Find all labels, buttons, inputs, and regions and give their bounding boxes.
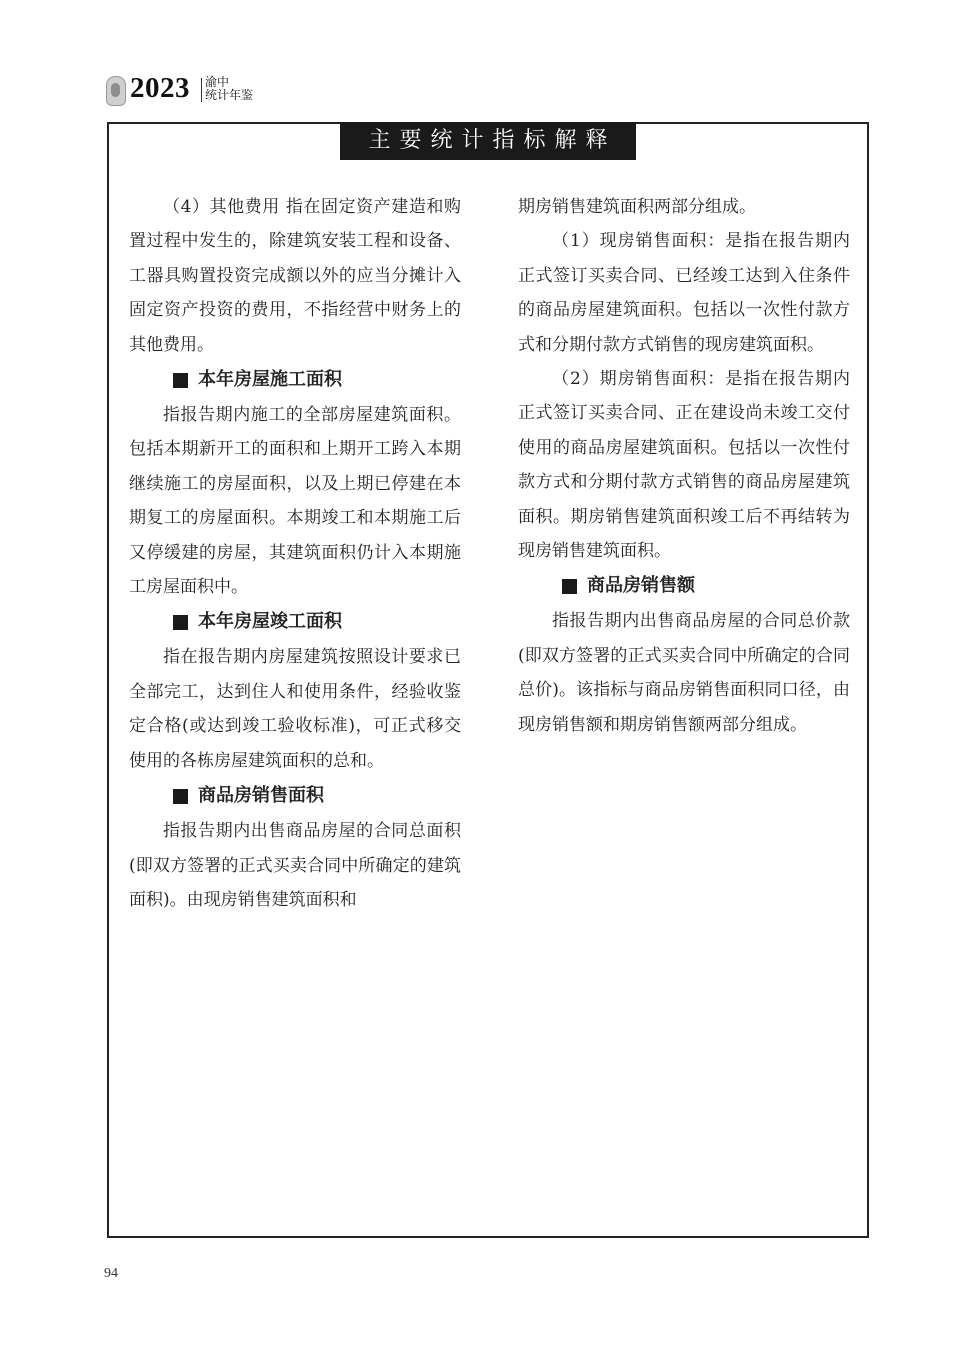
heading-sales-amount	[518, 568, 850, 604]
bullet-square-icon	[562, 579, 577, 594]
bullet-square-icon	[173, 615, 188, 630]
paragraph-other-costs: （4）其他费用 指在固定资产建造和购置过程中发生的，除建筑安装工程和设备、工器具购置投资完成额以外的应当分摊计入固定资产投资的费用，不指经营中财务上的其他费用。	[129, 197, 461, 355]
paragraph-sales-amount: 指报告期内出售商品房屋的合同总价款(即双方签署的正式买卖合同中所确定的合同总价)。该指标与商品房销售面积同口径，由现房销售额和期房销售额两部分组成。	[518, 611, 850, 735]
heading-sales-area	[129, 778, 461, 814]
heading-text: 本年房屋竣工面积	[198, 611, 342, 633]
paragraph-presale-area: （2）期房销售面积：是指在报告期内正式签订买卖合同、正在建设尚未竣工交付使用的商品房屋建筑面积。包括以一次性付款方式和分期付款方式销售的商品房屋建筑面积。期房销售建筑面积竣工后不再结转为现房销售建筑面积。	[518, 369, 850, 562]
section-banner: 主要统计指标解释	[340, 122, 636, 160]
heading-text: 商品房销售额	[587, 575, 695, 597]
paragraph-completed-area: 指在报告期内房屋建筑按照设计要求已全部完工，达到住人和使用条件，经验收鉴定合格(或达到竣工验收标准)，可正式移交使用的各栋房屋建筑面积的总和。	[129, 647, 461, 771]
paragraph-existing-sales-area: （1）现房销售面积：是指在报告期内正式签订买卖合同、已经竣工达到入住条件的商品房屋建筑面积。包括以一次性付款方式和分期付款方式销售的现房建筑面积。	[518, 231, 850, 355]
heading-text: 本年房屋施工面积	[198, 369, 342, 391]
paragraph-construction-area: 指报告期内施工的全部房屋建筑面积。包括本期新开工的面积和上期开工跨入本期继续施工的房屋面积，以及上期已停建在本期复工的房屋面积。本期竣工和本期施工后又停缓建的房屋，其建筑面积仍计入本期施工房屋面积中。	[129, 405, 461, 598]
heading-construction-area	[129, 362, 461, 398]
yearbook-logo-icon	[106, 76, 126, 106]
heading-text: 商品房销售面积	[198, 785, 324, 807]
page-number: 94	[104, 1266, 118, 1281]
bullet-square-icon	[173, 373, 188, 388]
yearbook-title-line2: 统计年鉴	[205, 88, 254, 102]
heading-completed-area	[129, 604, 461, 640]
bullet-square-icon	[173, 789, 188, 804]
header-divider	[201, 78, 202, 102]
left-column	[129, 190, 461, 917]
paragraph-sales-area-continued: 期房销售建筑面积两部分组成。	[518, 197, 756, 217]
paragraph-sales-area: 指报告期内出售商品房屋的合同总面积(即双方签署的正式买卖合同中所确定的建筑面积)。由现房销售建筑面积和	[129, 821, 461, 910]
right-column	[518, 190, 850, 742]
yearbook-year: 2023	[130, 72, 190, 104]
yearbook-title-line1: 渝中	[205, 75, 230, 89]
